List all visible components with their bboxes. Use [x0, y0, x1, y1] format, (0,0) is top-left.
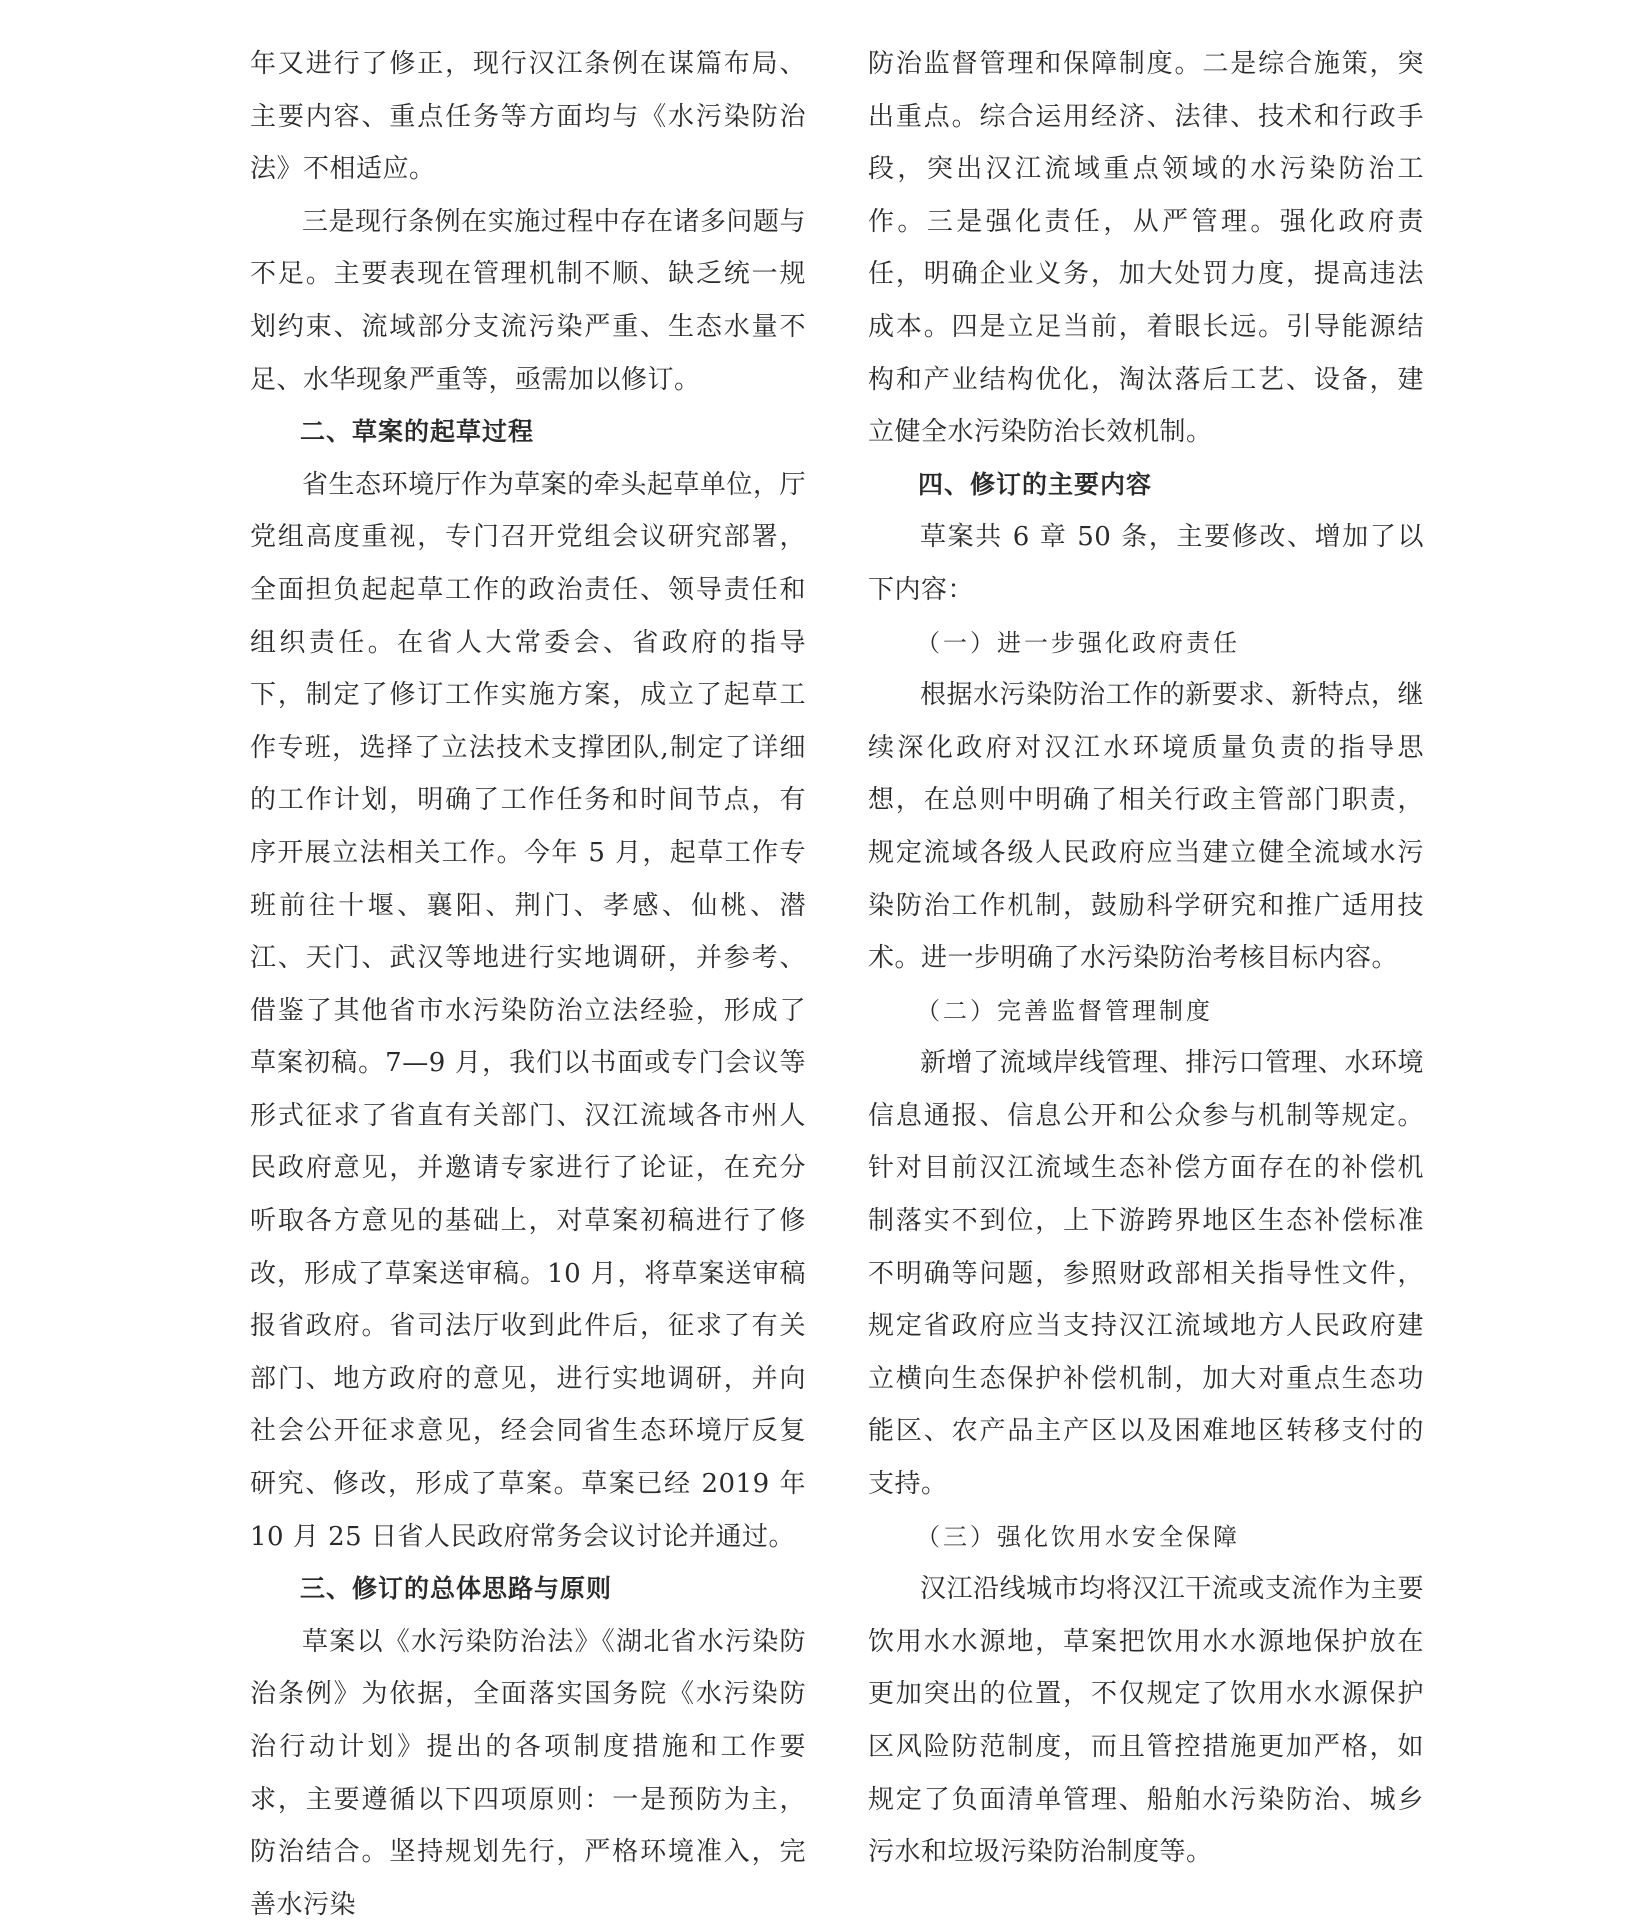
paragraph-continued: 年又进行了修正，现行汉江条例在谋篇布局、主要内容、重点任务等方面均与《水污染防治法》不相适应。 — [250, 49, 806, 185]
paragraph-current-regulation-problems: 三是现行条例在实施过程中存在诸多问题与不足。主要表现在管理机制不顺、缺乏统一规划约束、流域部分支流污染严重、生态水量不足、水华现象严重等，亟需加以修订。 — [250, 206, 806, 395]
subheading-drinking-water-safety: （三）强化饮用水安全保障 — [916, 1522, 1240, 1551]
subheading-government-responsibility: （一）进一步强化政府责任 — [916, 628, 1240, 657]
paragraph-main-content-intro: 草案共 6 章 50 条，主要修改、增加了以下内容： — [868, 522, 1424, 605]
paragraph-drafting-process: 省生态环境厅作为草案的牵头起草单位，厅党组高度重视，专门召开党组会议研究部署，全面担负起起草工作的政治责任、领导责任和组织责任。在省人大常委会、省政府的指导下，制定了修订工作实施方案，成立了起草工作专班，选择了立法技术支撑团队,制定了详细的工作计划，明确了工作任务和时间节点，有序开展立法相关工作。今年 5 月，起草工作专班前往十堰、襄阳、荆门、孝感、仙桃、潜江、天门、武汉等地进行实地调研，并参考、借鉴了其他省市水污染防治立法经验，形成了草案初稿。7—9 月，我们以书面或专门会议等形式征求了省直有关部门、汉江流域各市州人民政府意见，并邀请专家进行了论证，在充分听取各方意见的基础上，对草案初稿进行了修改，形成了草案送审稿。10 月，将草案送审稿报省政府。省司法厅收到此件后，征求了有关部门、地方政府的意见，进行实地调研，并向社会公开征求意见，经会同省生态环境厅反复研究、修改，形成了草案。草案已经 2019 年 10 月 25 日省人民政府常务会议讨论并通过。 — [250, 469, 806, 1552]
right-column — [868, 38, 1424, 1879]
paragraph-government-responsibility: 根据水污染防治工作的新要求、新特点，继续深化政府对汉江水环境质量负责的指导思想，在总则中明确了相关行政主管部门职责，规定流域各级人民政府应当建立健全流域水污染防治工作机制，鼓励科学研究和推广适用技术。进一步明确了水污染防治考核目标内容。 — [868, 680, 1424, 974]
section-heading-drafting-process: 二、草案的起草过程 — [300, 417, 535, 447]
subheading-supervision-system: （二）完善监督管理制度 — [916, 996, 1213, 1025]
section-heading-main-content: 四、修订的主要内容 — [918, 469, 1153, 499]
paragraph-principles-continued: 防治监督管理和保障制度。二是综合施策，突出重点。综合运用经济、法律、技术和行政手段，突出汉江流域重点领域的水污染防治工作。三是强化责任，从严管理。强化政府责任，明确企业义务，加大处罚力度，提高违法成本。四是立足当前，着眼长远。引导能源结构和产业结构优化，淘汰落后工艺、设备，建立健全水污染防治长效机制。 — [868, 49, 1424, 448]
left-column — [250, 38, 806, 1931]
paragraph-drinking-water-safety: 汉江沿线城市均将汉江干流或支流作为主要饮用水水源地，草案把饮用水水源地保护放在更加突出的位置，不仅规定了饮用水水源保护区风险防范制度，而且管控措施更加严格，如规定了负面清单管理、船舶水污染防治、城乡污水和垃圾污染防治制度等。 — [868, 1574, 1424, 1868]
paragraph-principles: 草案以《水污染防治法》《湖北省水污染防治条例》为依据，全面落实国务院《水污染防治行动计划》提出的各项制度措施和工作要求，主要遵循以下四项原则：一是预防为主，防治结合。坚持规划先行，严格环境准入，完善水污染 — [250, 1626, 806, 1920]
section-heading-principles: 三、修订的总体思路与原则 — [300, 1574, 613, 1604]
paragraph-supervision-system: 新增了流域岸线管理、排污口管理、水环境信息通报、信息公开和公众参与机制等规定。针对目前汉江流域生态补偿方面存在的补偿机制落实不到位，上下游跨界地区生态补偿标准不明确等问题，参照财政部相关指导性文件，规定省政府应当支持汉江流域地方人民政府建立横向生态保护补偿机制，加大对重点生态功能区、农产品主产区以及困难地区转移支付的支持。 — [868, 1048, 1424, 1500]
